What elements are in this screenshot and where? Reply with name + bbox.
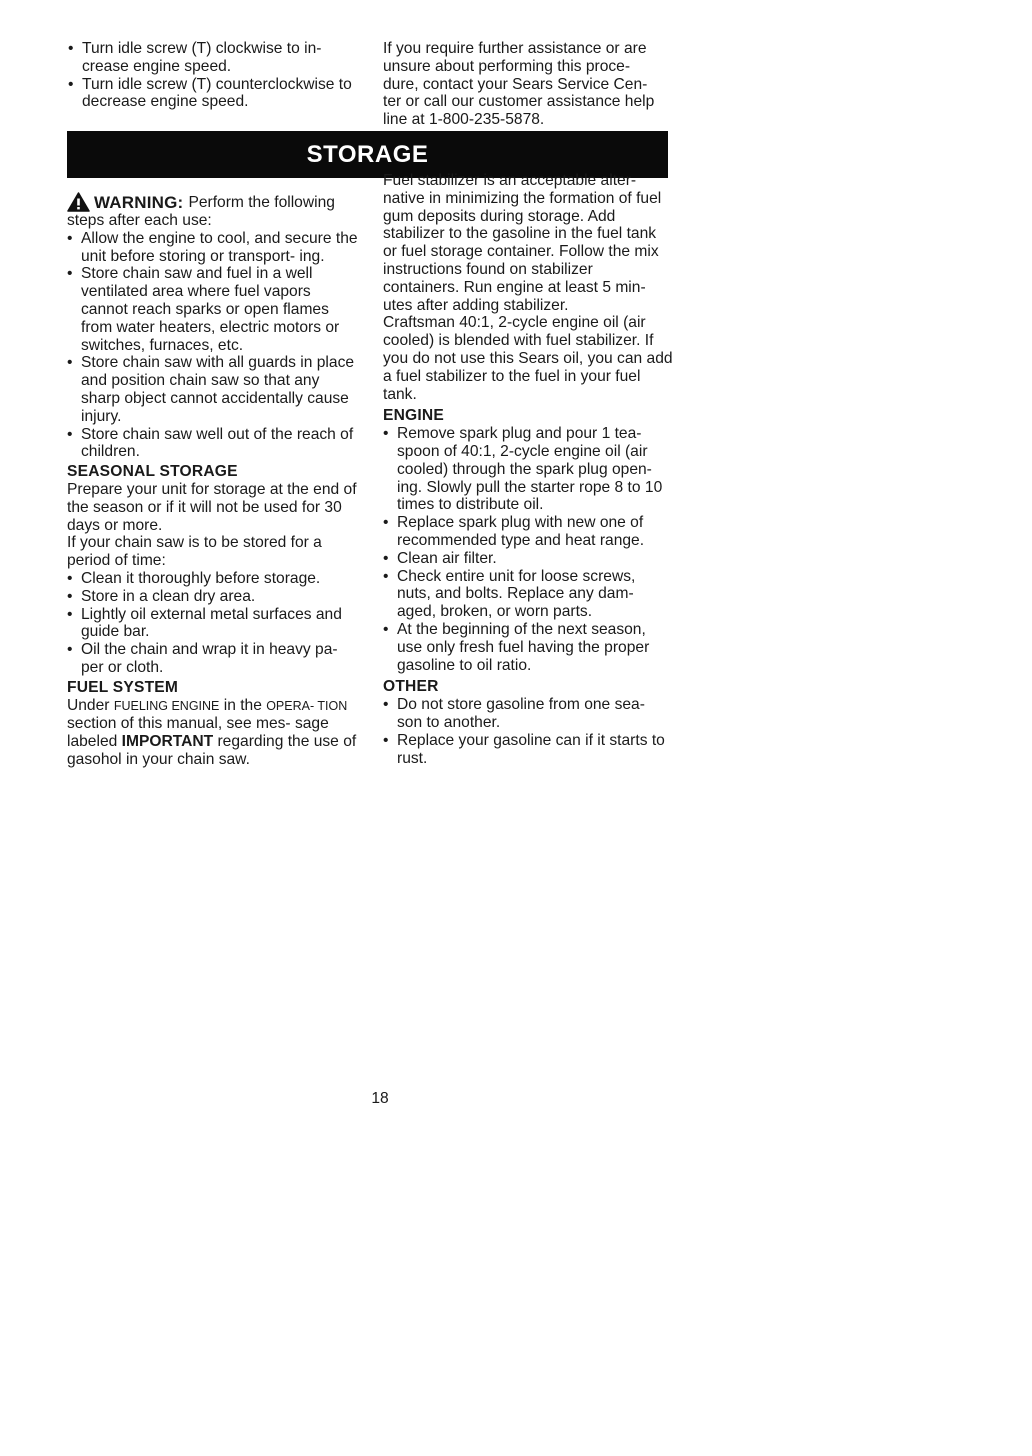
- right-column: [383, 172, 673, 767]
- list-item: • Turn idle screw (T) counterclockwise to decrease engine speed.: [68, 76, 358, 112]
- assistance-paragraph: If you require further assistance or are unsure about performing this proce- dure, contact your Sears Service Cen- ter or call our customer assistance help line at 1-800-235-5878.: [383, 40, 655, 129]
- fuel-system-heading: FUEL SYSTEM: [67, 678, 179, 696]
- list-item: • Turn idle screw (T) clockwise to in- crease engine speed.: [68, 40, 358, 76]
- seasonal-list: [67, 570, 359, 677]
- text-run: section of this manual, see mes- sage labeled: [67, 715, 329, 751]
- engine-heading: ENGINE: [383, 407, 444, 425]
- list-item: • Store chain saw with all guards in place and position chain saw so that any sharp object cannot accidentally cause injury.: [67, 354, 359, 425]
- list-item: • Replace spark plug with new one of recommended type and heat range.: [383, 514, 673, 550]
- text-run: in the: [219, 696, 267, 714]
- section-title: STORAGE: [306, 140, 429, 168]
- engine-list: [383, 425, 673, 674]
- list-item: • Store in a clean dry area.: [67, 588, 359, 606]
- list-item: • Do not store gasoline from one sea- son to another.: [383, 696, 673, 732]
- craftsman-oil-paragraph: Craftsman 40:1, 2-cycle engine oil (air cooled) is blended with fuel stabilizer. If you do not use this Sears oil, you can add a fuel stabilizer to the fuel in your fuel tank.: [383, 314, 673, 403]
- warning-intro-rest: steps after each use:: [67, 212, 212, 229]
- seasonal-paragraph: Prepare your unit for storage at the end of the season or if it will not be used for 30 days or more.: [67, 480, 357, 534]
- list-item: • Check entire unit for loose screws, nuts, and bolts. Replace any dam- aged, broken, or worn parts.: [383, 568, 673, 621]
- list-item: • Store chain saw well out of the reach of children.: [67, 426, 359, 462]
- list-item: • At the beginning of the next season, use only fresh fuel having the proper gasoline to oil ratio.: [383, 621, 673, 674]
- list-item: • Replace your gasoline can if it starts to rust.: [383, 732, 673, 768]
- warning-triangle-icon: [67, 192, 90, 212]
- list-item: • Allow the engine to cool, and secure the unit before storing or transport- ing.: [67, 230, 359, 266]
- text-run-smallcaps: OPERA- TION: [266, 698, 348, 713]
- other-list: [383, 696, 673, 767]
- seasonal-storage-heading: SEASONAL STORAGE: [67, 463, 238, 481]
- list-item: • Oil the chain and wrap it in heavy pa- per or cloth.: [67, 641, 359, 677]
- other-heading: OTHER: [383, 678, 439, 696]
- warning-block: [67, 192, 359, 461]
- section-banner: [67, 131, 668, 178]
- fuel-system-paragraph: [67, 697, 359, 769]
- list-item: • Clean it thoroughly before storage.: [67, 570, 359, 588]
- seasonal-paragraph-2: If your chain saw is to be stored for a period of time:: [67, 534, 322, 570]
- important-label: IMPORTANT: [121, 733, 214, 751]
- warning-list: [67, 230, 359, 461]
- text-run: Under: [67, 696, 114, 714]
- idle-screw-instructions: [68, 40, 358, 111]
- idle-screw-list: [68, 40, 358, 111]
- left-column: [67, 192, 359, 769]
- warning-intro: Perform the following: [188, 194, 335, 212]
- text-run-smallcaps: FUELING ENGINE: [113, 698, 220, 713]
- assistance-note: [383, 40, 669, 129]
- page-number: 18: [371, 1090, 389, 1107]
- fuel-stabilizer-paragraph: Fuel stabilizer is an acceptable alter- native in minimizing the formation of fuel gum deposits during storage. Add stabilizer to the gasoline in the fuel tank or fuel storage container. Follow the mix instructions found on stabilizer containers. Run engine at least 5 min- utes after adding stabilizer.: [383, 172, 662, 314]
- warning-line: [67, 192, 359, 212]
- list-item: • Clean air filter.: [383, 550, 673, 568]
- list-item: • Lightly oil external metal surfaces and guide bar.: [67, 606, 359, 642]
- text-run: regarding the use of gasohol in your chain saw.: [67, 733, 357, 768]
- list-item: • Store chain saw and fuel in a well ventilated area where fuel vapors cannot reach sparks or open flames from water heaters, electric motors or switches, furnaces, etc.: [67, 265, 359, 354]
- warning-label: WARNING:: [94, 193, 184, 213]
- list-item: • Remove spark plug and pour 1 tea- spoon of 40:1, 2-cycle engine oil (air cooled) through the spark plug open- ing. Slowly pull the starter rope 8 to 10 times to distribute oil.: [383, 425, 673, 514]
